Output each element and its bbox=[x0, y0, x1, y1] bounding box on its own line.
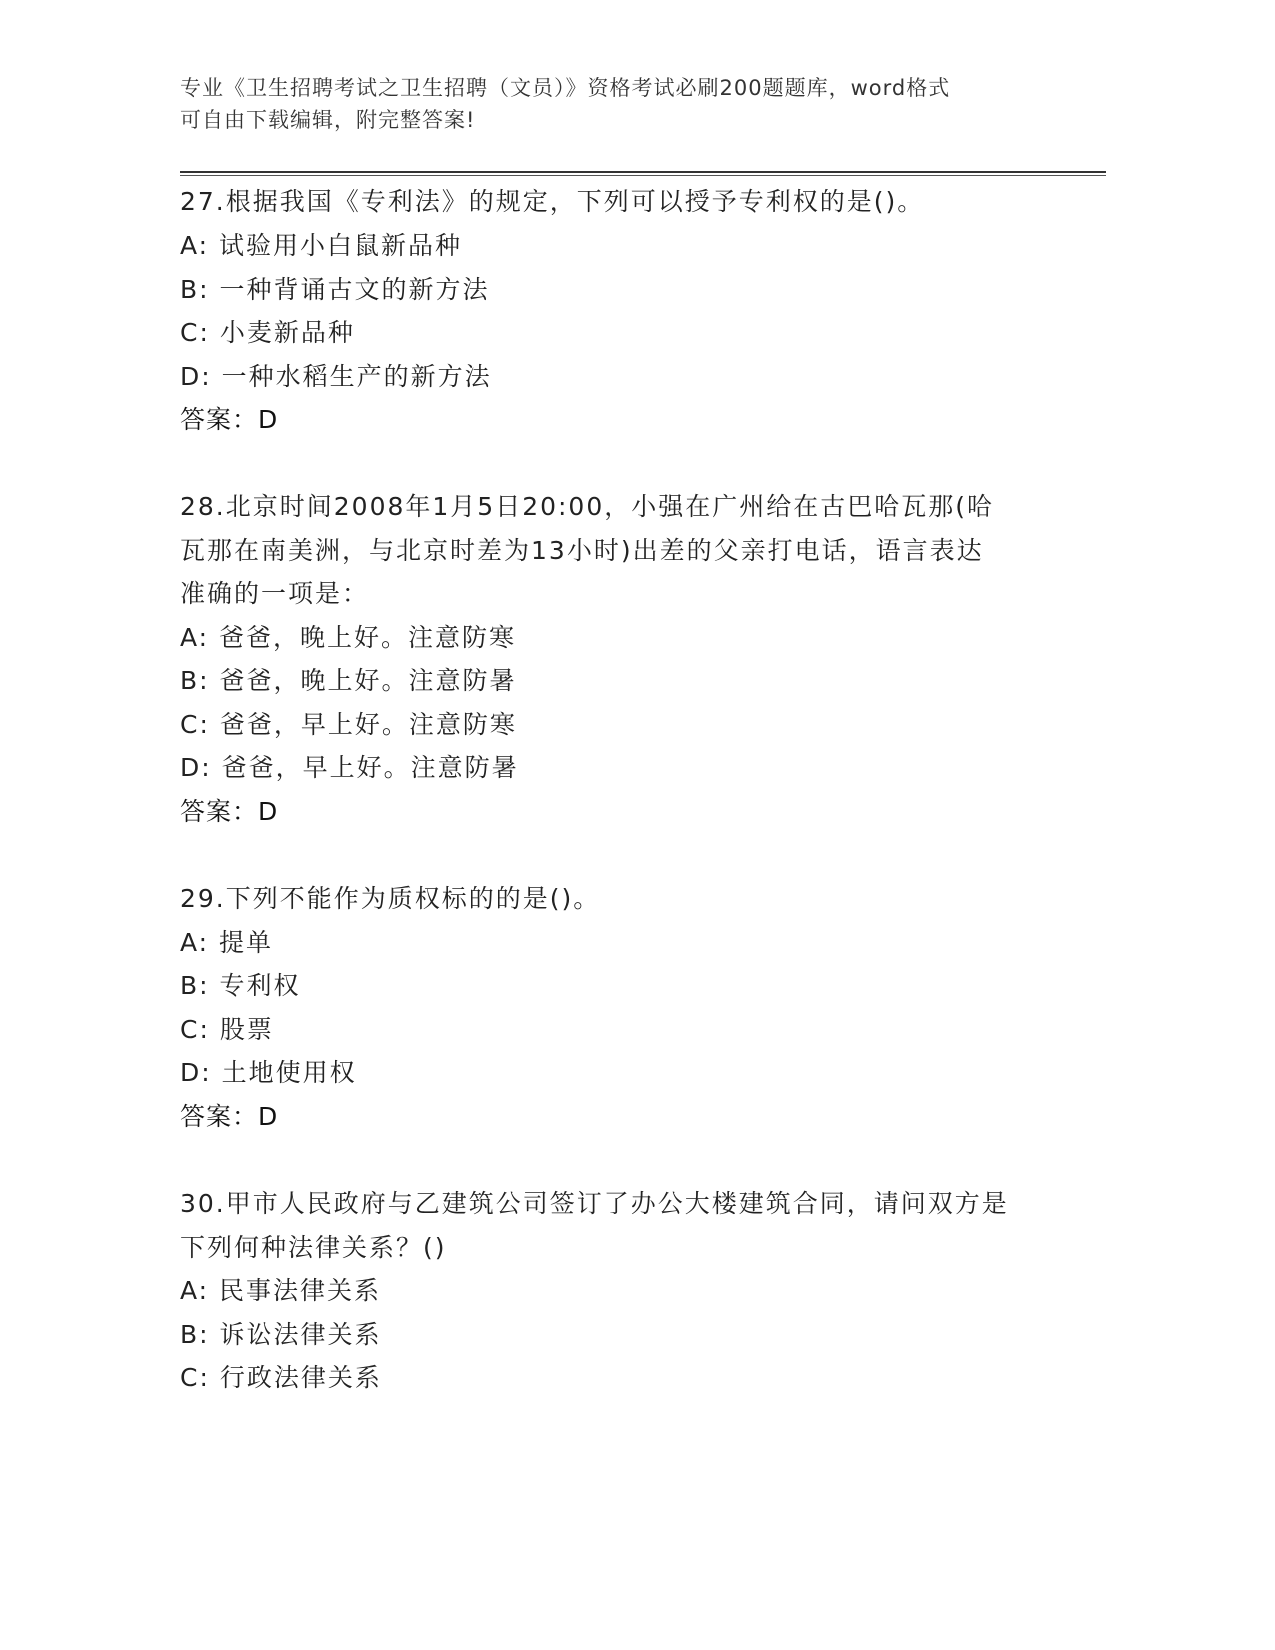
option-a: A: 试验用小白鼠新品种 bbox=[180, 231, 463, 260]
document-header bbox=[180, 72, 1080, 136]
option-a: A: 提单 bbox=[180, 928, 274, 957]
option-b: B: 一种背诵古文的新方法 bbox=[180, 275, 490, 304]
question-stem: 准确的一项是： bbox=[180, 579, 370, 608]
option-b: B: 诉讼法律关系 bbox=[180, 1320, 382, 1349]
question-stem: 29.下列不能作为质权标的的是()。 bbox=[180, 884, 601, 913]
option-c: C: 爸爸，早上好。注意防寒 bbox=[180, 710, 517, 739]
option-c: C: 股票 bbox=[180, 1015, 274, 1044]
question-stem: 27.根据我国《专利法》的规定，下列可以授予专利权的是()。 bbox=[180, 187, 925, 216]
option-a: A: 民事法律关系 bbox=[180, 1276, 382, 1305]
answer: 答案：D bbox=[180, 1102, 279, 1131]
option-a: A: 爸爸，晚上好。注意防寒 bbox=[180, 623, 517, 652]
option-d: D: 一种水稻生产的新方法 bbox=[180, 362, 492, 391]
option-d: D: 土地使用权 bbox=[180, 1058, 357, 1087]
answer: 答案：D bbox=[180, 797, 279, 826]
header-line-1: 专业《卫生招聘考试之卫生招聘（文员）》资格考试必刷200题题库，word格式 bbox=[180, 76, 951, 100]
header-line-2: 可自由下载编辑，附完整答案! bbox=[180, 108, 476, 132]
question-stem: 28.北京时间2008年1月5日20:00，小强在广州给在古巴哈瓦那(哈 bbox=[180, 492, 994, 521]
option-b: B: 爸爸，晚上好。注意防暑 bbox=[180, 666, 517, 695]
question-stem: 瓦那在南美洲，与北京时差为13小时)出差的父亲打电话，语言表达 bbox=[180, 536, 984, 565]
question-stem: 下列何种法律关系？() bbox=[180, 1233, 447, 1262]
option-c: C: 行政法律关系 bbox=[180, 1363, 382, 1392]
header-divider-thick bbox=[180, 171, 1106, 173]
question-stem: 30.甲市人民政府与乙建筑公司签订了办公大楼建筑合同，请问双方是 bbox=[180, 1189, 1009, 1218]
answer: 答案：D bbox=[180, 405, 279, 434]
header-divider-thin bbox=[180, 175, 1106, 176]
option-d: D: 爸爸，早上好。注意防暑 bbox=[180, 753, 519, 782]
option-c: C: 小麦新品种 bbox=[180, 318, 355, 347]
option-b: B: 专利权 bbox=[180, 971, 301, 1000]
